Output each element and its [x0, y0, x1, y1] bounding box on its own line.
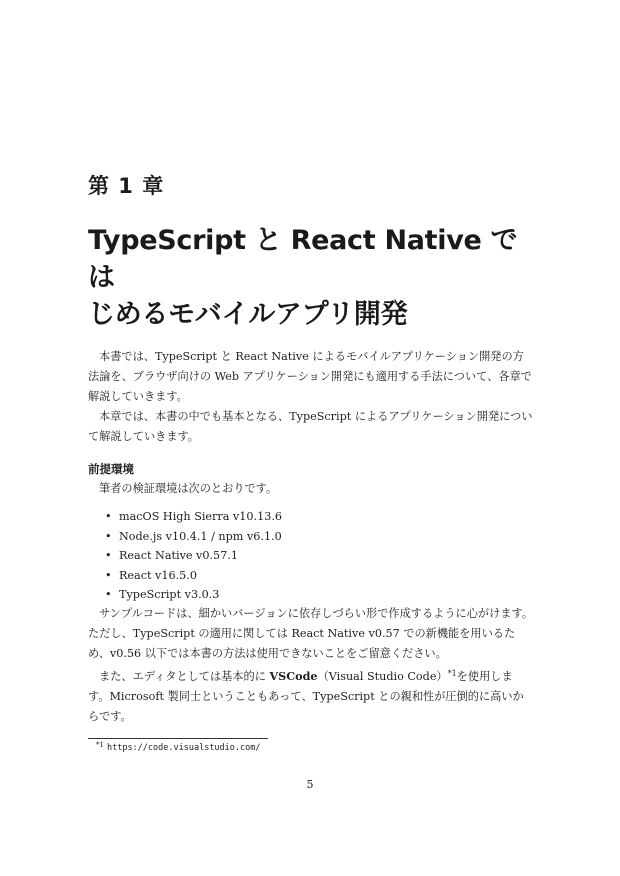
chapter-title-line-1: TypeScript と React Native では	[88, 225, 518, 293]
list-item	[105, 527, 282, 547]
vscode-term: VSCode	[269, 669, 318, 683]
list-item	[105, 585, 282, 605]
chapter-title	[88, 222, 538, 333]
environment-list	[105, 507, 282, 605]
footnote-divider	[88, 738, 268, 739]
section-heading-environment: 前提環境	[88, 462, 134, 476]
page-number: 5	[306, 778, 314, 791]
notes-paragraph-2	[88, 664, 534, 727]
footnote-url-link[interactable]: https://code.visualstudio.com/	[106, 743, 261, 753]
notes-section	[88, 604, 534, 727]
list-item	[105, 546, 282, 566]
list-item-text: React Native v0.57.1	[119, 549, 238, 562]
list-item-text: Node.js v10.4.1 / npm v6.1.0	[119, 529, 282, 543]
intro-section	[88, 347, 534, 447]
chapter-title-line-2: じめるモバイルアプリ開発	[88, 299, 408, 330]
notes-paragraph-1: サンプルコードは、細かいバージョンに依存しづらい形で作成するように心がけます。ただし、TypeScript の適用に関しては React Native v0.57 での新機能を用いるため、v0.56 以下では本書の方法は使用できないことをご留意ください。	[88, 607, 533, 660]
footnote-mark: *1	[96, 741, 104, 749]
list-item-text: TypeScript v3.0.3	[119, 588, 220, 601]
bullet-icon: •	[105, 588, 112, 601]
list-item	[105, 507, 282, 527]
footnote-reference[interactable]: *1	[447, 669, 457, 678]
list-item-text: macOS High Sierra v10.13.6	[119, 510, 282, 523]
environment-intro: 筆者の検証環境は次のとおりです。	[99, 482, 278, 495]
intro-paragraph-2: 本章では、本書の中でも基本となる、TypeScript によるアプリケーション開発について解説していきます。	[88, 410, 533, 443]
vscode-full-name: （Visual Studio Code）	[317, 670, 448, 683]
intro-paragraph-1: 本書では、TypeScript と React Native によるモバイルアプリケーション開発の方法論を、ブラウザ向けの Web アプリケーション開発にも適用する手法について、各章で解説していきます。	[88, 350, 532, 403]
notes-text-after: を使用します。Microsoft 製同士ということもあって、TypeScript との親和性が圧倒的に高いからです。	[88, 670, 524, 723]
bullet-icon: •	[105, 549, 112, 562]
list-item	[105, 566, 282, 586]
bullet-icon: •	[105, 568, 112, 582]
footnote	[96, 741, 261, 753]
bullet-icon: •	[105, 510, 112, 523]
list-item-text: React v16.5.0	[119, 568, 197, 582]
bullet-icon: •	[105, 529, 112, 543]
notes-text-before: また、エディタとしては基本的に	[99, 670, 270, 683]
chapter-label: 第 1 章	[88, 174, 165, 198]
